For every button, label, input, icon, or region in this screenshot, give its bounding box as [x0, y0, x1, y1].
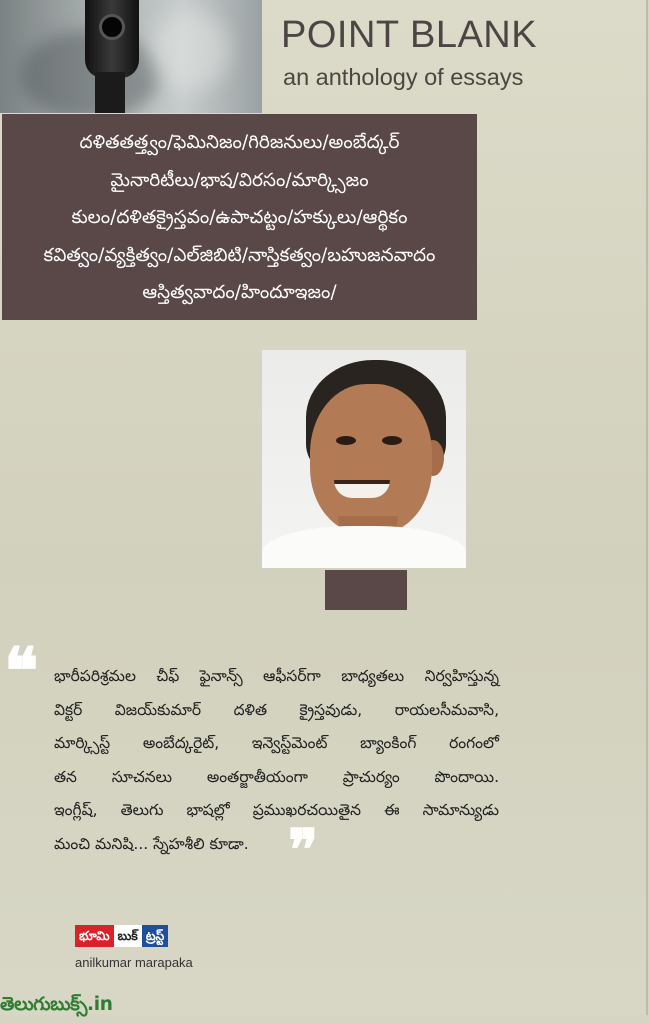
publisher-logo-part: భూమి: [75, 925, 114, 947]
book-title: POINT BLANK: [281, 14, 538, 56]
topics-panel: [2, 114, 477, 320]
publisher-logo: [75, 925, 168, 947]
close-quote-icon: ❞: [288, 817, 319, 883]
blurb-line: మార్క్సిస్ట్ అంబేద్కరైట్, ఇన్వెస్ట్‌మెంట్ బ్యాంకింగ్ రంగంలో: [54, 734, 499, 752]
publisher-logo-part: ట్రస్ట్: [142, 925, 168, 947]
blurb-line: భారీపరిశ్రమల చీఫ్ ఫైనాన్స్ ఆఫీసర్‌గా బాధ్యతలు నిర్వహిస్తున్న: [54, 667, 499, 685]
publisher-logo-part: బుక్: [114, 925, 142, 947]
topics-line: మైనారిటీలు/భాష/విరసం/మార్క్సిజం: [110, 169, 369, 191]
blurb-line: తన సూచనలు అంతర్జాతీయంగా ప్రాచుర్యం పొందాయి.: [54, 767, 499, 786]
topics-line: ఆస్తిత్వవాదం/హిందూఇజం/: [142, 282, 337, 303]
topics-line: దళితతత్త్వం/ఫెమినిజం/గిరిజనులు/అంబేద్కర్: [79, 132, 400, 153]
decorative-block: [325, 570, 407, 610]
open-quote-icon: ❝: [4, 634, 39, 709]
site-watermark: తెలుగుబుక్స్.in: [0, 994, 113, 1015]
blurb-line: మంచి మనిషి... స్నేహశీలి కూడా.: [54, 834, 249, 853]
topics-line: కవిత్వం/వ్యక్తిత్వం/ఎల్‌జిబిటి/నాస్తికత్వం/బహుజనవాదం: [43, 244, 436, 266]
cover-designer-credit: anilkumar marapaka: [75, 955, 193, 970]
author-blurb: [54, 660, 499, 861]
book-subtitle: an anthology of essays: [283, 64, 524, 90]
blurb-line: ఇంగ్లీష్, తెలుగు భాషల్లో ప్రముఖరచయితైన ఈ సామాన్యుడు: [54, 801, 499, 819]
blurb-line: విక్టర్ విజయ్‌కుమార్ దళిత క్రైస్తవుడు, రాయలసీమవాసి,: [54, 700, 499, 719]
pistol-photo: [0, 0, 262, 113]
author-photo: [262, 350, 466, 568]
topics-line: కులం/దళితక్రైస్తవం/ఉపాచట్టం/హక్కులు/ఆర్థికం: [71, 207, 408, 228]
